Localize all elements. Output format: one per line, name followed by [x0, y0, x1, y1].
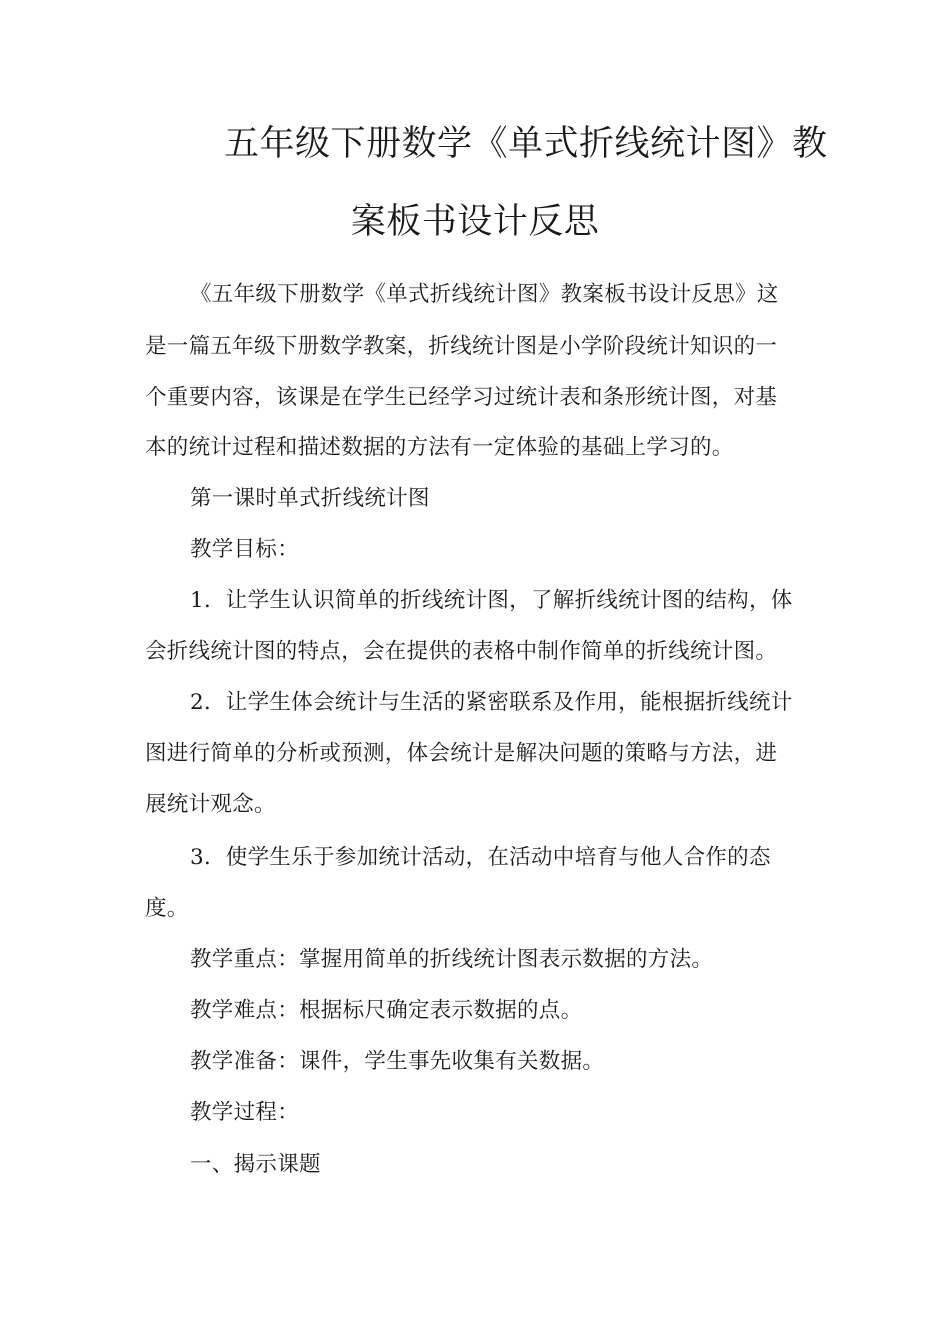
objective-1-line-2: 会折线统计图的特点，会在提供的表格中制作简单的折线统计图。 [145, 639, 778, 664]
intro-line-3: 个重要内容，该课是在学生已经学习过统计表和条形统计图，对基 [145, 385, 778, 410]
key-point: 教学重点：掌握用简单的折线统计图表示数据的方法。 [190, 947, 714, 972]
document-title-line-1: 五年级下册数学《单式折线统计图》教 [224, 124, 828, 164]
objective-1-line-1: 1．让学生认识简单的折线统计图，了解折线统计图的结构，体 [190, 588, 793, 613]
intro-line-1: 《五年级下册数学《单式折线统计图》教案板书设计反思》这 [190, 282, 779, 307]
objectives-heading: 教学目标： [190, 537, 300, 562]
section-1-heading: 一、揭示课题 [190, 1152, 321, 1177]
difficulty: 教学难点：根据标尺确定表示数据的点。 [190, 998, 583, 1023]
document-title-line-2: 案板书设计反思 [350, 202, 600, 242]
lesson-heading: 第一课时单式折线统计图 [190, 486, 430, 511]
process-heading: 教学过程： [190, 1100, 300, 1125]
intro-line-2: 是一篇五年级下册数学教案，折线统计图是小学阶段统计知识的一 [145, 334, 778, 359]
intro-line-4: 本的统计过程和描述数据的方法有一定体验的基础上学习的。 [145, 435, 734, 460]
objective-2-line-1: 2．让学生体会统计与生活的紧密联系及作用，能根据折线统计 [190, 690, 793, 715]
objective-2-line-3: 展统计观念。 [145, 792, 276, 817]
objective-2-line-2: 图进行简单的分析或预测，体会统计是解决问题的策略与方法，进 [145, 741, 778, 766]
objective-3-line-2: 度。 [145, 896, 189, 921]
preparation: 教学准备：课件，学生事先收集有关数据。 [190, 1049, 605, 1074]
objective-3-line-1: 3．使学生乐于参加统计活动，在活动中培育与他人合作的态 [190, 845, 771, 870]
